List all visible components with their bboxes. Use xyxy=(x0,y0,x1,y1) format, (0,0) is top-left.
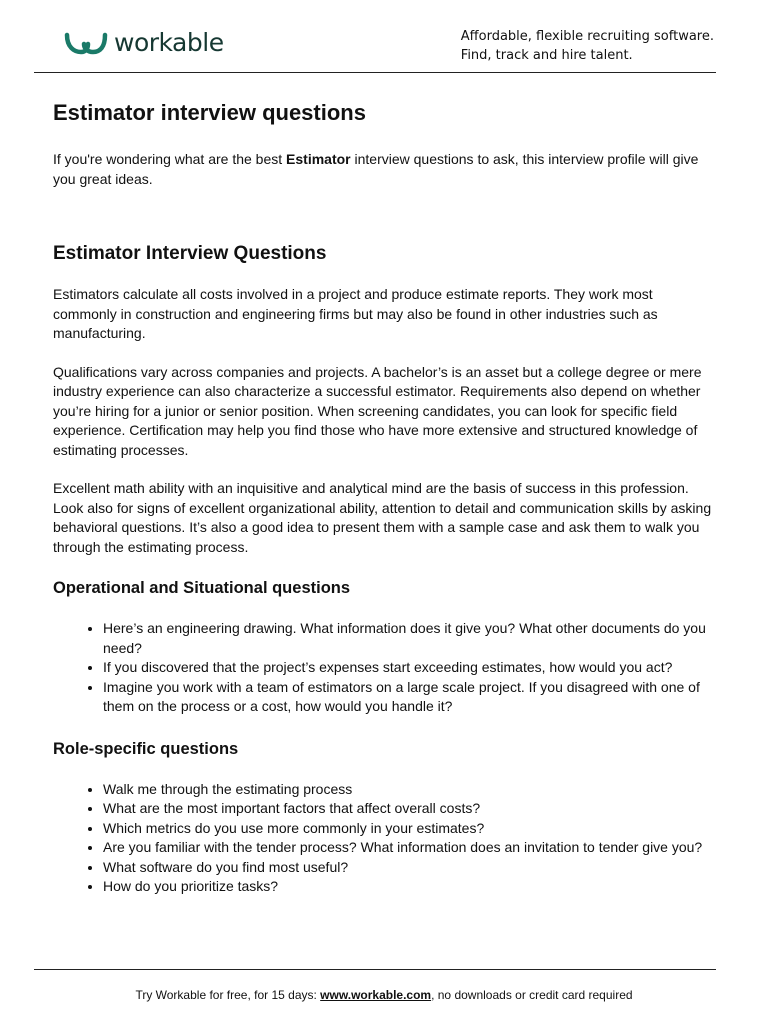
page-footer xyxy=(0,987,768,1003)
list-item: • Are you familiar with the tender process? What information does an invitation to tender give you? xyxy=(103,838,718,858)
operational-questions-list xyxy=(53,619,718,717)
list-item: • What software do you find most useful? xyxy=(103,858,718,878)
intro-paragraph xyxy=(53,150,718,189)
list-item: • Which metrics do you use more commonly in your estimates? xyxy=(103,819,718,839)
tagline-line-1: Affordable, flexible recruiting software. xyxy=(460,29,714,44)
intro-text-after: interview questions to ask, this interview profile will give you great ideas. xyxy=(53,151,699,187)
footer-divider xyxy=(34,969,716,970)
role-specific-questions-list xyxy=(53,780,718,897)
list-item: • Walk me through the estimating process xyxy=(103,780,718,800)
operational-heading: Operational and Situational questions xyxy=(53,579,351,597)
page-header xyxy=(34,0,716,73)
list-item: • If you discovered that the project’s expenses start exceeding estimates, how would you act? xyxy=(103,658,718,678)
workable-logo[interactable] xyxy=(64,28,224,58)
workable-logo-icon xyxy=(64,30,108,56)
footer-text-before: Try Workable for free, for 15 days: xyxy=(135,988,321,1002)
intro-text-bold: Estimator xyxy=(286,151,351,167)
role-specific-heading: Role-specific questions xyxy=(53,739,239,758)
document-body xyxy=(53,98,718,897)
tagline-line-2: Find, track and hire talent. xyxy=(460,48,633,63)
paragraph-description: Estimators calculate all costs involved in a project and produce estimate reports. They work most commonly in construction and engineering firms but may also be found in other industries such as manufacturing. xyxy=(53,286,658,341)
footer-link[interactable]: www.workable.com xyxy=(320,988,432,1002)
list-item: • How do you prioritize tasks? xyxy=(103,877,718,897)
intro-text-before: If you're wondering what are the best xyxy=(53,151,287,167)
list-item: • Here’s an engineering drawing. What information does it give you? What other documents do you need? xyxy=(103,619,718,658)
paragraph-qualifications: Qualifications vary across companies and projects. A bachelor’s is an asset but a college degree or mere industry experience can also characterize a successful estimator. Requirements also depend on whether you’re hiring for a junior or senior position. When screening candidates, you can look for specific field experience. Certification may help you find those who have more extensive and structured knowledge of estimating processes. xyxy=(53,363,702,458)
list-item: • What are the most important factors that affect overall costs? xyxy=(103,799,718,819)
section-title: Estimator Interview Questions xyxy=(53,243,327,264)
page-title: Estimator interview questions xyxy=(53,100,366,125)
header-tagline xyxy=(461,27,714,65)
list-item: • Imagine you work with a team of estimators on a large scale project. If you disagreed with one of them on the process or a cost, how would you handle it? xyxy=(103,678,718,717)
paragraph-skills: Excellent math ability with an inquisitive and analytical mind are the basis of success in this profession. Look also for signs of excellent organizational ability, attention to detail and communication skills by asking behavioral questions. It’s also a good idea to present them with a sample case and ask them to walk you through the estimating process. xyxy=(53,480,712,555)
logo-text: workable xyxy=(114,28,224,57)
footer-text-after: , no downloads or credit card required xyxy=(431,988,633,1002)
